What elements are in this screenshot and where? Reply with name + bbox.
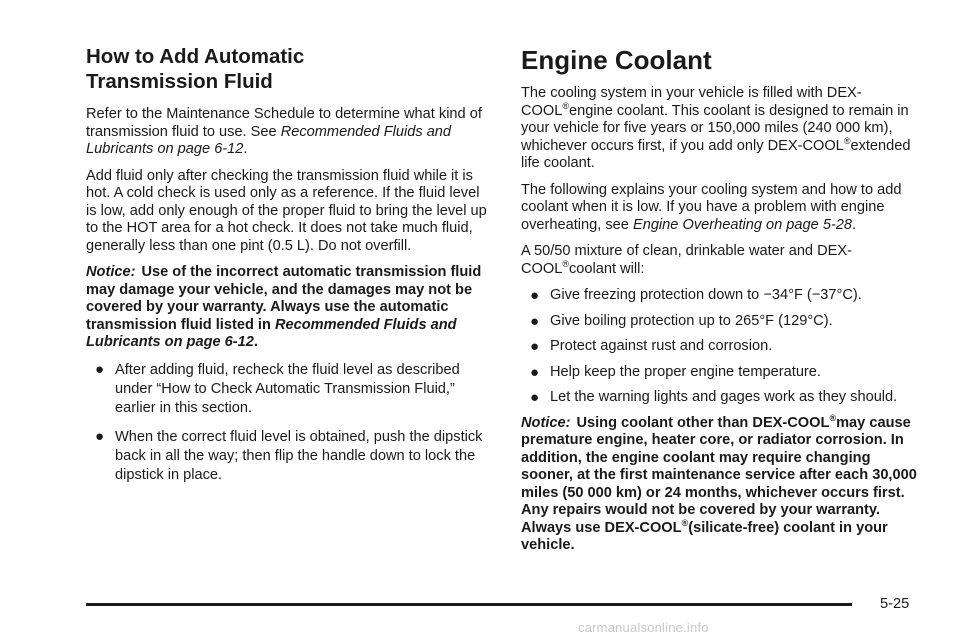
notice-text: (silicate-free) coolant in your vehicle. [521,519,888,553]
bullet-icon: ● [530,312,540,330]
left-column [86,0,494,495]
list-item [86,428,494,485]
list-item-text: Give boiling protection up to 265°F (129°C). [550,312,833,329]
page-number: 5-25 [880,596,910,612]
bullet-icon: ● [95,427,105,445]
paragraph-text: coolant will: [569,260,645,277]
right-column [521,0,919,564]
notice-label: Notice: [86,264,136,280]
heading-line-1: How to Add Automatic [86,45,305,68]
bullet-icon: ● [530,287,540,304]
paragraph-text: The cooling system in your vehicle is filled with DEX-COOL [521,85,862,119]
bullet-icon: ● [530,389,540,406]
notice-transmission [86,264,494,352]
paragraph-overheating [521,182,919,235]
list-item [521,338,919,356]
transmission-bullet-list [86,361,494,485]
list-item [86,361,494,418]
list-item-text: When the correct fluid level is obtained, push the dipstick back in all the way; then flip the handle down to lock the dipstick in place. [115,428,483,483]
paragraph-text: The following explains your cooling system and how to add coolant when it is low. If you have a problem with engine overheating, see [521,181,902,233]
paragraph-fluid-type [86,106,494,159]
list-item [521,313,919,331]
paragraph-text: Refer to the Maintenance Schedule to determine what kind of transmission fluid to use. See [86,106,482,140]
registered-mark: ® [562,100,569,111]
paragraph-end: . [852,216,857,233]
cross-reference-link[interactable]: Engine Overheating on page 5-28 [632,216,853,233]
registered-mark: ® [843,135,851,146]
registered-mark: ® [829,412,837,423]
cross-reference-link[interactable]: Recommended Fluids and Lubricants on page 6-12 [86,123,452,157]
notice-text: Use of the incorrect automatic transmission fluid may damage your vehicle, and the damages may not be covered by your warranty. Always use the automatic transmission fluid listed in [86,264,482,333]
paragraph-end: . [243,141,248,157]
bullet-icon: ● [530,363,540,381]
coolant-bullet-list [521,287,919,407]
section-heading-engine-coolant: Engine Coolant [521,45,712,75]
paragraph-cooling-system [521,85,919,173]
registered-mark: ® [562,258,569,269]
heading-line-2: Transmission Fluid [86,70,273,93]
section-heading-add-transmission-fluid [86,44,494,94]
paragraph-text: engine coolant. This coolant is designed to remain in your vehicle for five years or 150,000 miles (240 000 km), whichever occurs first, if you add only DEX-COOL [521,102,909,154]
paragraph-mixture [521,243,919,278]
paragraph-text: A 50/50 mixture of clean, drinkable water and DEX-COOL [521,243,852,277]
list-item-text: Protect against rust and corrosion. [550,338,773,354]
watermark: carmanualsonline.info [578,620,709,635]
list-item-text: After adding fluid, recheck the fluid level as described under “How to Check Automatic Transmission Fluid,” earlier in this section. [115,361,460,416]
list-item-text: Give freezing protection down to −34°F (−37°C). [550,287,862,303]
notice-cross-reference-link[interactable]: Recommended Fluids and Lubricants on page 6-12 [86,316,457,350]
bullet-icon: ● [530,338,540,355]
paragraph-text: extended life coolant. [521,137,911,171]
paragraph-add-fluid: Add fluid only after checking the transmission fluid while it is hot. A cold check is used only as a reference. If the fluid level is low, add only enough of the proper fluid to bring the level up to the HOT area for a hot check. It does not take much fluid, generally less than one pint (0.5 L). Do not overfill. [86,167,487,254]
notice-coolant [521,412,919,555]
list-item-text: Help keep the proper engine temperature. [550,363,821,380]
bullet-icon: ● [95,360,105,378]
notice-label: Notice: [521,414,571,431]
footer-rule [86,603,852,606]
notice-text: may cause premature engine, heater core, or radiator corrosion. In addition, the engine coolant may require changing sooner, at the first maintenance service after each 30,000 miles (50 000 km) or 24 months, whichever occurs first. Any repairs would not be covered by your warranty. Always use DEX-COOL [521,414,917,536]
notice-end: . [253,334,258,350]
list-item [521,364,919,382]
list-item [521,389,919,407]
list-item-text: Let the warning lights and gages work as they should. [550,389,898,405]
registered-mark: ® [681,517,689,528]
list-item [521,287,919,305]
notice-text: Using coolant other than DEX-COOL [576,414,830,431]
